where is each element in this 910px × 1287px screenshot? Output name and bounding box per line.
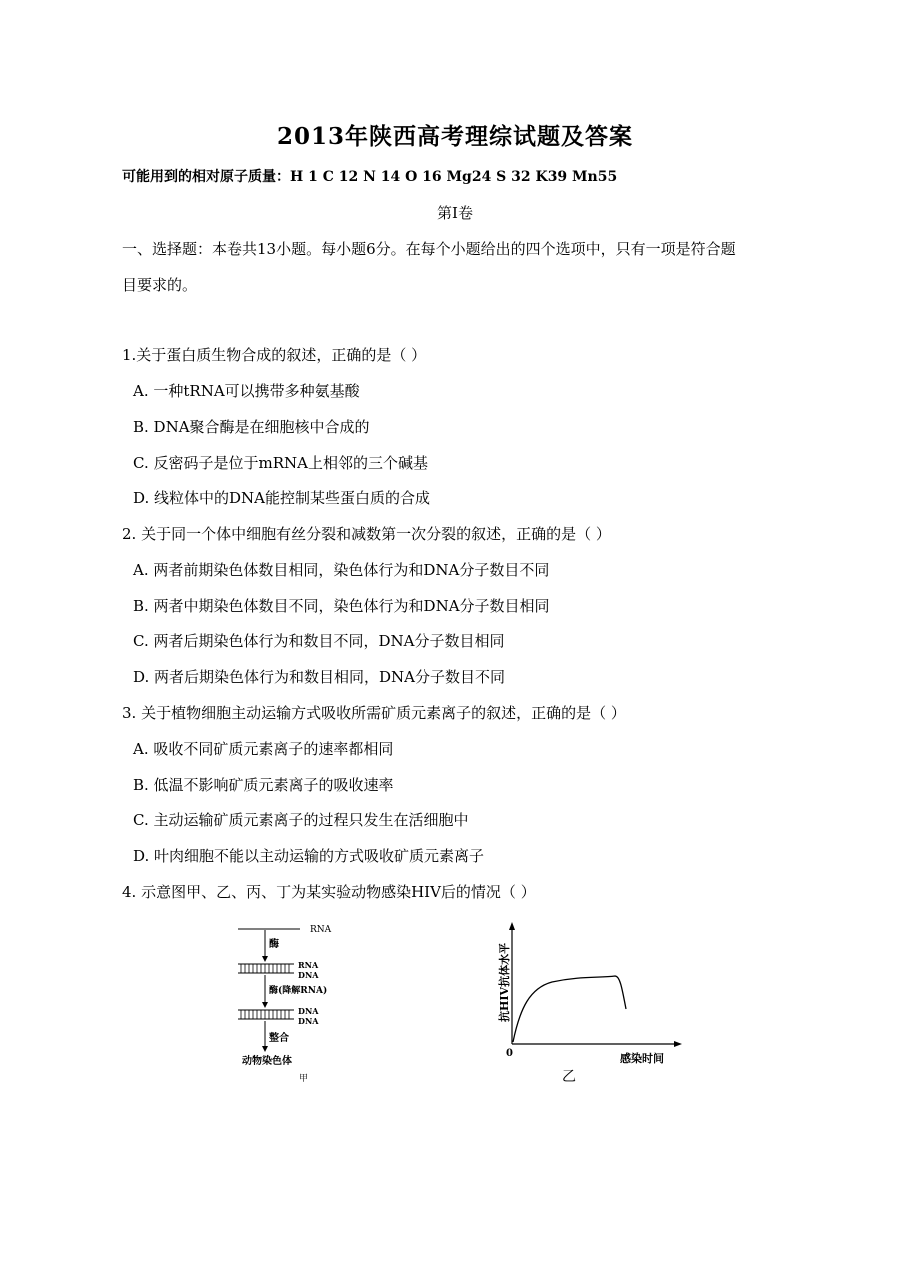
question-3-option-c: C. 主动运输矿质元素离子的过程只发生在活细胞中 [133, 811, 469, 829]
section-instructions-line1: 一、选择题：本卷共13小题。每小题6分。在每个小题给出的四个选项中，只有一项是符合题 [122, 240, 736, 258]
y-axis-label: 抗HIV抗体水平 [498, 942, 511, 1022]
question-3-option-d: D. 叶肉细胞不能以主动运输的方式吸收矿质元素离子 [133, 847, 485, 865]
label-chromosome: 动物染色体 [242, 1056, 292, 1067]
arrow-2 [262, 975, 268, 1008]
question-4-stem: 4. 示意图甲、乙、丙、丁为某实验动物感染HIV后的情况（ ） [122, 883, 536, 901]
page-title: 2013年陕西高考理综试题及答案 [276, 123, 633, 150]
figure-yi-caption: 乙 [562, 1069, 576, 1085]
figure-jia-caption: 甲 [299, 1074, 309, 1084]
label-dna-bottom: DNA [298, 1016, 319, 1026]
x-axis [512, 1041, 682, 1047]
label-enzyme-2: 酶(降解RNA) [269, 986, 328, 996]
question-2-option-c: C. 两者后期染色体行为和数目不同，DNA分子数目相同 [133, 632, 505, 650]
question-1-option-b: B. DNA聚合酶是在细胞核中合成的 [133, 418, 370, 436]
question-2-stem: 2. 关于同一个体中细胞有丝分裂和减数第一次分裂的叙述，正确的是（ ） [122, 525, 611, 543]
arrow-3 [262, 1021, 268, 1052]
x-axis-label: 感染时间 [620, 1052, 664, 1065]
arrow-1 [262, 930, 268, 962]
question-1-option-c: C. 反密码子是位于mRNA上相邻的三个碱基 [133, 454, 428, 472]
label-hybrid-rna: RNA [298, 960, 319, 970]
question-3-option-a: A. 吸收不同矿质元素离子的速率都相同 [133, 740, 394, 758]
question-1-stem: 1.关于蛋白质生物合成的叙述，正确的是（ ） [122, 346, 427, 364]
rna-dna-hybrid [238, 964, 294, 973]
label-enzyme-1: 酶 [269, 939, 279, 950]
question-2-option-b: B. 两者中期染色体数目不同，染色体行为和DNA分子数目相同 [133, 597, 550, 615]
label-rna: RNA [310, 925, 332, 935]
section-instructions-line2: 目要求的。 [122, 276, 198, 294]
question-2-option-d: D. 两者后期染色体行为和数目相同，DNA分子数目不同 [133, 668, 506, 686]
question-1-option-d: D. 线粒体中的DNA能控制某些蛋白质的合成 [133, 489, 431, 507]
dna-double-strand [238, 1010, 294, 1019]
question-1-option-a: A. 一种tRNA可以携带多种氨基酸 [133, 382, 360, 400]
origin-label: 0 [506, 1048, 513, 1059]
atomic-masses: 可能用到的相对原子质量：H 1 C 12 N 14 O 16 Mg24 S 32 K39 Mn55 [122, 169, 618, 185]
label-integrate: 整合 [269, 1033, 289, 1044]
label-dna-top: DNA [298, 1006, 319, 1016]
figure-jia-diagram [230, 918, 370, 1088]
question-3-option-b: B. 低温不影响矿质元素离子的吸收速率 [133, 776, 394, 794]
antibody-curve [513, 976, 626, 1042]
question-2-option-a: A. 两者前期染色体数目相同，染色体行为和DNA分子数目不同 [133, 561, 550, 579]
question-3-stem: 3. 关于植物细胞主动运输方式吸收所需矿质元素离子的叙述，正确的是（ ） [122, 704, 626, 722]
label-hybrid-dna: DNA [298, 970, 319, 980]
figure-yi-chart [470, 918, 690, 1088]
volume-heading: 第Ⅰ卷 [437, 204, 473, 222]
